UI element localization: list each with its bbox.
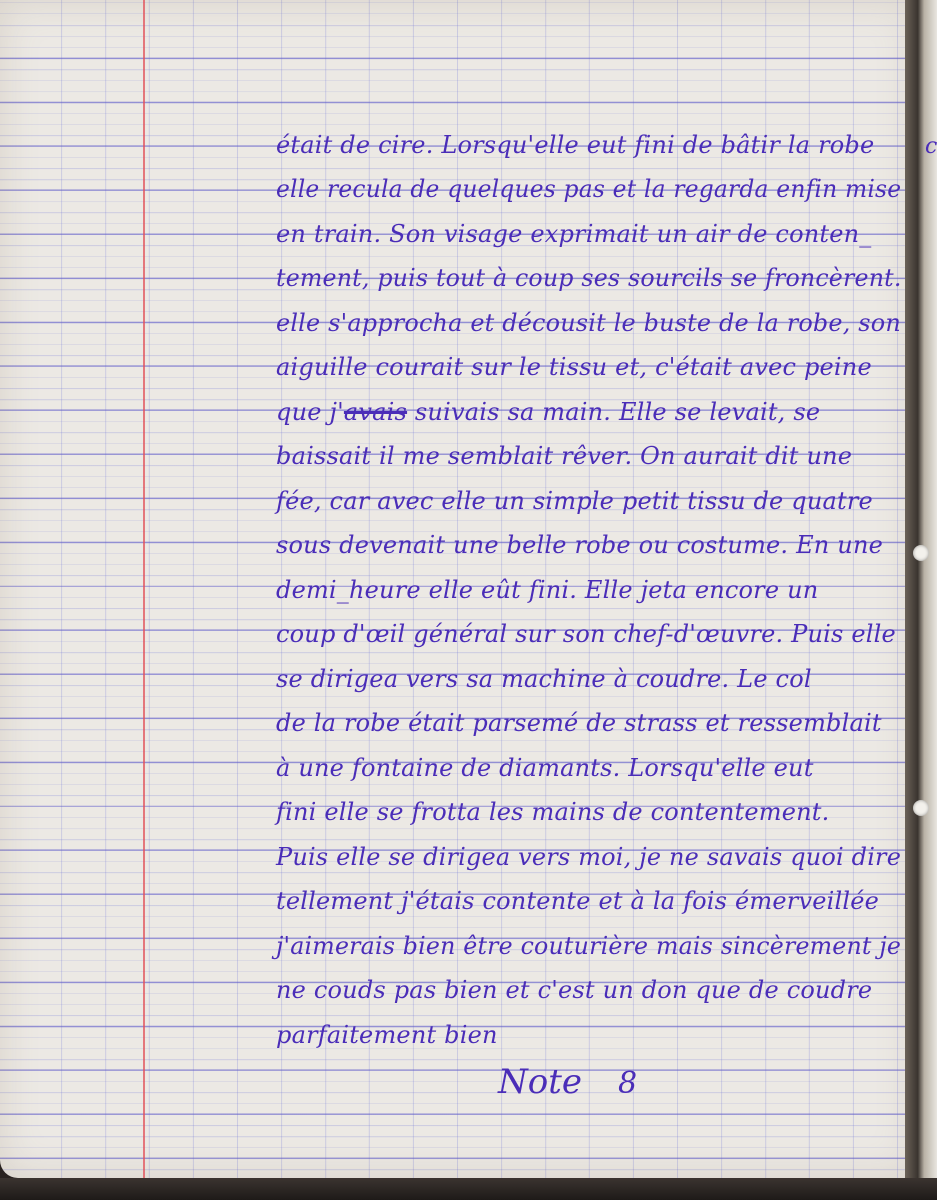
binding-hole <box>913 545 929 561</box>
text-line <box>276 430 906 475</box>
text-line <box>276 296 906 341</box>
text-line-content: de la robe était parsemé de strass et ressemblait <box>276 709 882 737</box>
text-line <box>276 830 906 875</box>
text-line <box>276 786 906 831</box>
text-fragment: suivais sa main. Elle se levait, se <box>407 397 821 426</box>
text-line <box>276 341 906 386</box>
grade-annotation <box>498 1062 637 1102</box>
text-line <box>276 207 906 252</box>
text-line-content: demi_heure elle eût fini. Elle jeta encore un <box>276 575 819 604</box>
text-line <box>276 608 906 653</box>
text-line <box>276 652 906 697</box>
text-line-content: Puis elle se dirigea vers moi, je ne savais quoi dire <box>276 842 902 871</box>
text-line <box>276 697 906 742</box>
text-line <box>276 474 906 519</box>
text-line <box>276 519 906 564</box>
text-line-content: se dirigea vers sa machine à coudre. Le col <box>276 664 812 693</box>
text-line-content: fée, car avec elle un simple petit tissu de quatre <box>276 486 873 515</box>
crossed-out-word: avais <box>343 397 408 426</box>
grade-value: 8 <box>618 1066 638 1101</box>
text-line-content: à une fontaine de diamants. Lorsqu'elle eut <box>276 753 814 782</box>
text-line-content <box>276 398 820 426</box>
red-margin-line <box>143 0 145 1178</box>
text-line-content: sous devenait une belle robe ou costume. En une <box>276 531 884 559</box>
text-line-content: parfaitement bien <box>276 1020 498 1049</box>
text-line-content: était de cire. Lorsqu'elle eut fini de bâtir la robe <box>276 130 875 159</box>
text-line-content: ne couds pas bien et c'est un don que de coudre <box>276 976 873 1004</box>
text-line <box>276 964 906 1009</box>
text-line-content: baissait il me semblait rêver. On aurait dit une <box>276 442 853 470</box>
text-line-content: tement, puis tout à coup ses sourcils se froncèrent. <box>276 264 902 292</box>
text-line <box>276 741 906 786</box>
notebook-binding <box>905 0 937 1200</box>
text-line <box>276 919 906 964</box>
text-line-content: elle recula de quelques pas et la regarda enfin mise <box>276 175 902 203</box>
binding-hole <box>913 800 929 816</box>
text-fragment: que j' <box>276 397 344 426</box>
text-line-content: en train. Son visage exprimait un air de conten_ <box>276 219 872 248</box>
text-line <box>276 563 906 608</box>
text-line-content: aiguille courait sur le tissu et, c'était avec peine <box>276 353 872 381</box>
text-line-content: elle s'approcha et décousit le buste de la robe, son <box>276 308 901 337</box>
text-line <box>276 252 906 297</box>
text-line <box>276 1008 906 1053</box>
text-line-with-correction <box>276 385 906 430</box>
text-line-content: j'aimerais bien être couturière mais sincèrement je <box>276 931 902 960</box>
handwritten-text <box>276 118 906 1053</box>
text-line <box>276 163 906 208</box>
edge-mark: c <box>925 134 937 159</box>
text-line-content: coup d'œil général sur son chef-d'œuvre. Puis elle <box>276 620 896 648</box>
grade-label: Note <box>498 1062 583 1102</box>
page-bottom-edge <box>0 1178 937 1200</box>
text-line-content: tellement j'étais contente et à la fois émerveillée <box>276 887 880 915</box>
text-line-content: fini elle se frotta les mains de contentement. <box>276 798 830 826</box>
text-line <box>276 118 906 163</box>
text-line <box>276 875 906 920</box>
